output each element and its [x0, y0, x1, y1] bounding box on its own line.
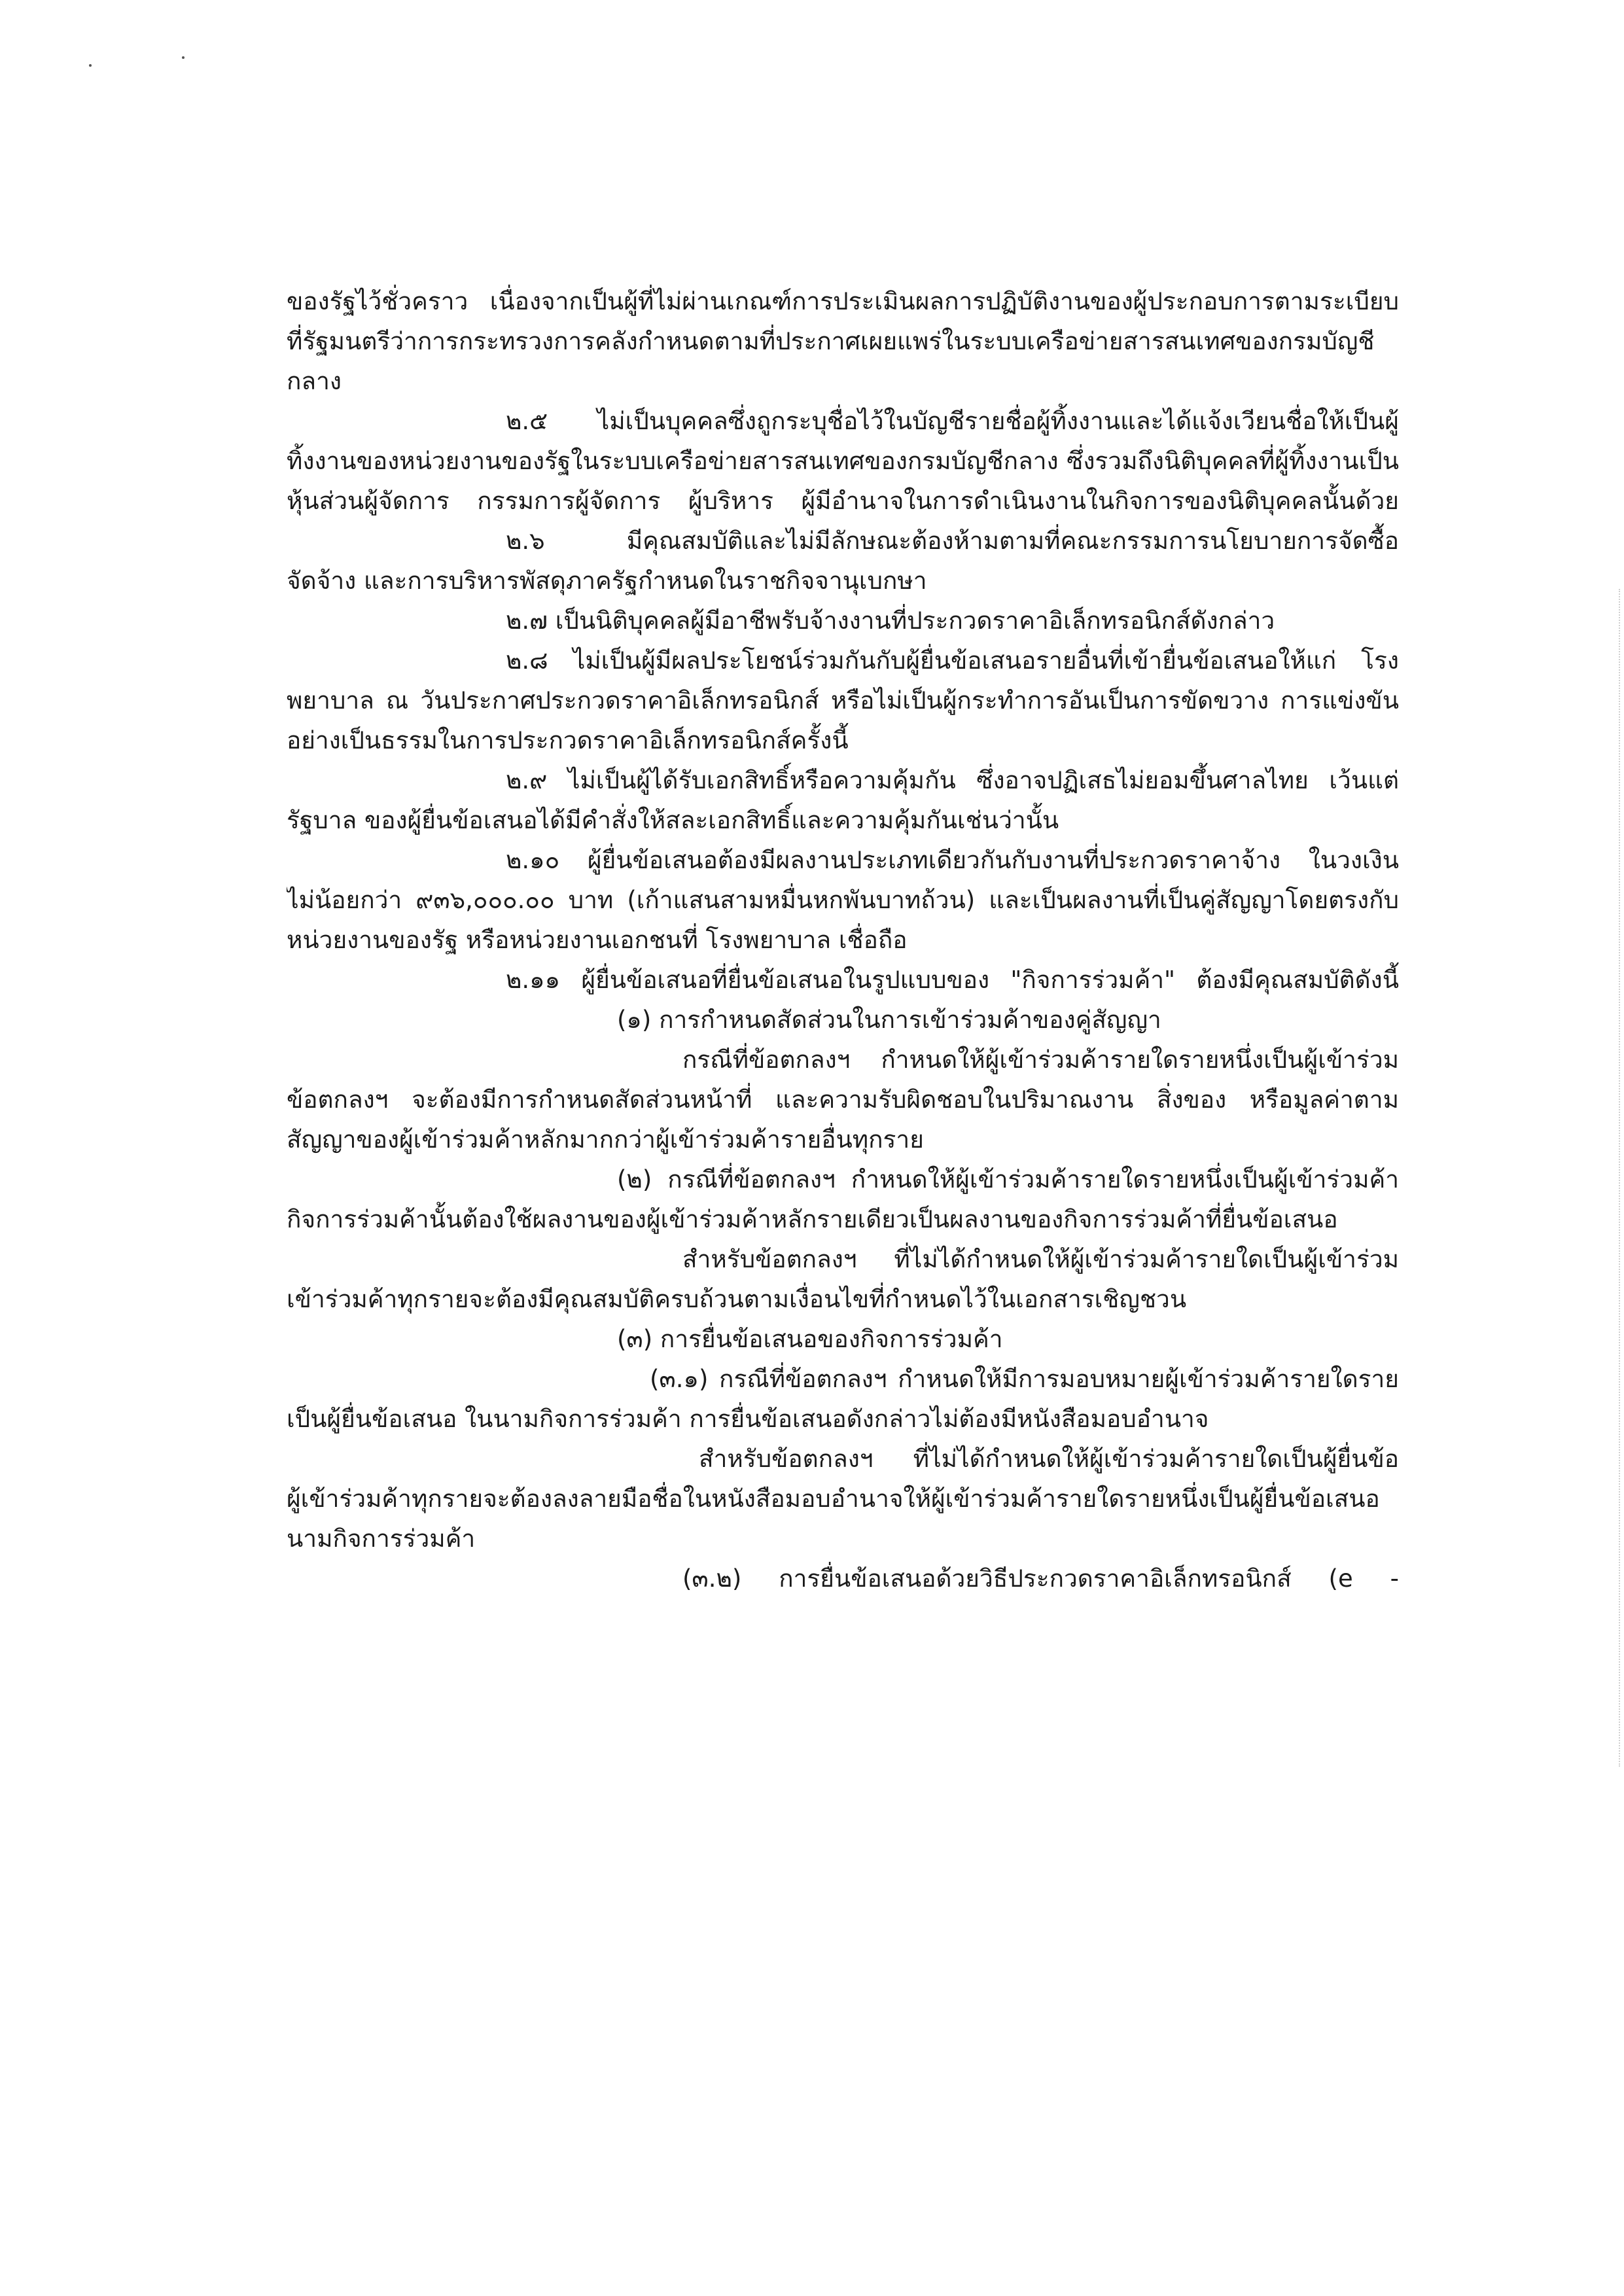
subclause-3-2-line: (๓.๒) การยื่นข้อเสนอด้วยวิธีประกวดราคาอิเล็กทรอนิกส์ (e - [682, 1564, 1399, 1593]
clause-2-9-line: ๒.๙ ไม่เป็นผู้ได้รับเอกสิทธิ์หรือความคุ้มกัน ซึ่งอาจปฏิเสธไม่ยอมขึ้นศาลไทย เว้นแต่ [506, 766, 1399, 794]
scan-speck [89, 64, 92, 67]
body-line: จัดจ้าง และการบริหารพัสดุภาครัฐกำหนดในราชกิจจานุเบกษา [287, 567, 927, 595]
scan-speck [182, 56, 185, 59]
body-line: ของรัฐไว้ชั่วคราว เนื่องจากเป็นผู้ที่ไม่ผ่านเกณฑ์การประเมินผลการปฏิบัติงานของผู้ประกอบการตามระเบียบ [287, 287, 1399, 315]
body-line: เป็นผู้ยื่นข้อเสนอ ในนามกิจการร่วมค้า การยื่นข้อเสนอดังกล่าวไม่ต้องมีหนังสือมอบอำนาจ [287, 1405, 1209, 1433]
body-line: กิจการร่วมค้านั้นต้องใช้ผลงานของผู้เข้าร่วมค้าหลักรายเดียวเป็นผลงานของกิจการร่วมค้าที่ยื่นข้อเสนอ [287, 1205, 1338, 1233]
body-line: สำหรับข้อตกลงฯ ที่ไม่ได้กำหนดให้ผู้เข้าร่วมค้ารายใดเป็นผู้ยื่นข้อ [699, 1445, 1399, 1473]
clause-2-11-line: ๒.๑๑ ผู้ยื่นข้อเสนอที่ยื่นข้อเสนอในรูปแบบของ "กิจการร่วมค้า" ต้องมีคุณสมบัติดังนี้ [506, 966, 1399, 994]
document-body [287, 281, 1399, 1598]
scan-edge-artifact [1619, 589, 1620, 1767]
body-line: อย่างเป็นธรรมในการประกวดราคาอิเล็กทรอนิกส์ครั้งนี้ [287, 726, 849, 754]
body-line: กรณีที่ข้อตกลงฯ กำหนดให้ผู้เข้าร่วมค้ารายใดรายหนึ่งเป็นผู้เข้าร่วม [682, 1046, 1399, 1074]
body-line: หุ้นส่วนผู้จัดการ กรรมการผู้จัดการ ผู้บริหาร ผู้มีอำนาจในการดำเนินงานในกิจการของนิติบุคคลนั้นด้วย [287, 487, 1399, 515]
body-line: รัฐบาล ของผู้ยื่นข้อเสนอได้มีคำสั่งให้สละเอกสิทธิ์และความคุ้มกันเช่นว่านั้น [287, 806, 1059, 834]
body-line: สัญญาของผู้เข้าร่วมค้าหลักมากกว่าผู้เข้าร่วมค้ารายอื่นทุกราย [287, 1125, 924, 1154]
body-line: ทิ้งงานของหน่วยงานของรัฐในระบบเครือข่ายสารสนเทศของกรมบัญชีกลาง ซึ่งรวมถึงนิติบุคคลที่ผู้ทิ้งงานเป็น [287, 447, 1399, 475]
body-line: ผู้เข้าร่วมค้าทุกรายจะต้องลงลายมือชื่อในหนังสือมอบอำนาจให้ผู้เข้าร่วมค้ารายใดรายหนึ่งเป็นผู้ยื่นข้อเสนอ [287, 1485, 1380, 1513]
body-line: นามกิจการร่วมค้า [287, 1525, 476, 1553]
body-line: ข้อตกลงฯ จะต้องมีการกำหนดสัดส่วนหน้าที่ และความรับผิดชอบในปริมาณงาน สิ่งของ หรือมูลค่าตาม [287, 1086, 1399, 1114]
clause-2-10-line: ๒.๑๐ ผู้ยื่นข้อเสนอต้องมีผลงานประเภทเดียวกันกับงานที่ประกวดราคาจ้าง ในวงเงิน [506, 846, 1399, 874]
subclause-2-line: (๒) กรณีที่ข้อตกลงฯ กำหนดให้ผู้เข้าร่วมค้ารายใดรายหนึ่งเป็นผู้เข้าร่วมค้า [617, 1165, 1399, 1193]
clause-2-6-line: ๒.๖ มีคุณสมบัติและไม่มีลักษณะต้องห้ามตามที่คณะกรรมการนโยบายการจัดซื้อ [506, 527, 1399, 555]
subclause-3-1-line: (๓.๑) กรณีที่ข้อตกลงฯ กำหนดให้มีการมอบหมายผู้เข้าร่วมค้ารายใดราย [650, 1365, 1399, 1393]
body-line: เข้าร่วมค้าทุกรายจะต้องมีคุณสมบัติครบถ้วนตามเงื่อนไขที่กำหนดไว้ในเอกสารเชิญชวน [287, 1285, 1187, 1313]
body-line: พยาบาล ณ วันประกาศประกวดราคาอิเล็กทรอนิกส์ หรือไม่เป็นผู้กระทำการอันเป็นการขัดขวาง การแข่งขัน [287, 686, 1399, 715]
clause-2-5-line: ๒.๕ ไม่เป็นบุคคลซึ่งถูกระบุชื่อไว้ในบัญชีรายชื่อผู้ทิ้งงานและได้แจ้งเวียนชื่อให้เป็นผู้ [506, 407, 1399, 435]
subclause-1-heading: (๑) การกำหนดสัดส่วนในการเข้าร่วมค้าของคู่สัญญา [617, 1006, 1161, 1034]
body-line: ที่รัฐมนตรีว่าการกระทรวงการคลังกำหนดตามที่ประกาศเผยแพร่ในระบบเครือข่ายสารสนเทศของกรมบัญชี [287, 327, 1375, 355]
body-line: กลาง [287, 367, 342, 395]
body-line: หน่วยงานของรัฐ หรือหน่วยงานเอกชนที่ โรงพยาบาล เชื่อถือ [287, 926, 908, 954]
body-line: ไม่น้อยกว่า ๙๓๖,๐๐๐.๐๐ บาท (เก้าแสนสามหมื่นหกพันบาทถ้วน) และเป็นผลงานที่เป็นคู่สัญญาโดยตรงกับ [287, 886, 1399, 914]
body-line: สำหรับข้อตกลงฯ ที่ไม่ได้กำหนดให้ผู้เข้าร่วมค้ารายใดเป็นผู้เข้าร่วม [682, 1245, 1399, 1273]
clause-2-7-line: ๒.๗ เป็นนิติบุคคลผู้มีอาชีพรับจ้างงานที่ประกวดราคาอิเล็กทรอนิกส์ดังกล่าว [506, 607, 1275, 635]
clause-2-8-line: ๒.๘ ไม่เป็นผู้มีผลประโยชน์ร่วมกันกับผู้ยื่นข้อเสนอรายอื่นที่เข้ายื่นข้อเสนอให้แก่ โรง [506, 646, 1399, 675]
subclause-3-heading: (๓) การยื่นข้อเสนอของกิจการร่วมค้า [617, 1325, 1003, 1353]
